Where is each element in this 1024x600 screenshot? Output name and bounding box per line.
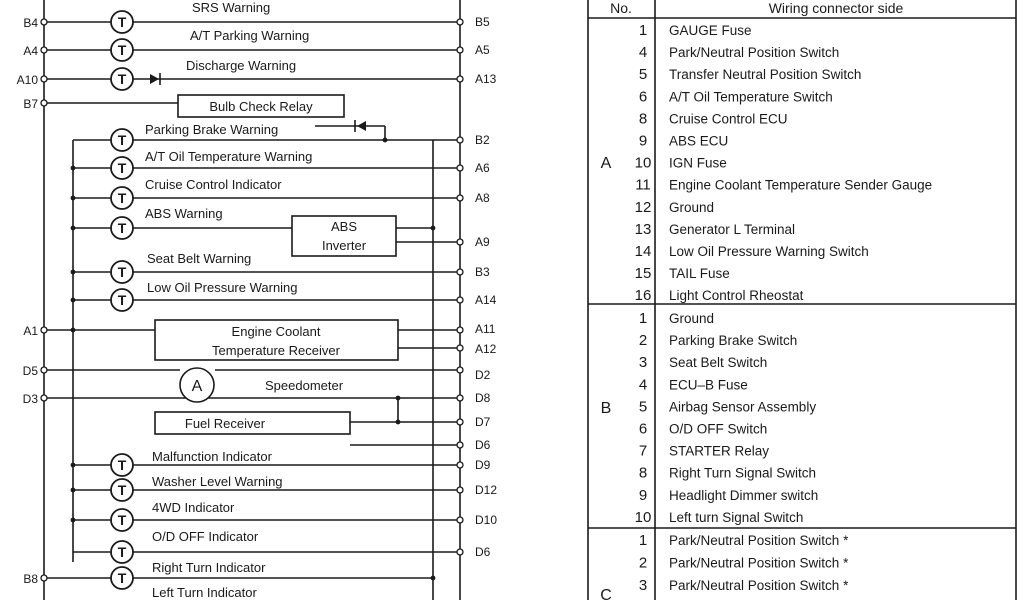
label-at-oil-temp-warning: A/T Oil Temperature Warning [145,149,313,164]
row-description: Park/Neutral Position Switch * [669,578,849,593]
pin-label: D10 [475,513,498,527]
row-number: 6 [638,420,648,438]
pin-label: A10 [16,73,38,87]
pin-label: A5 [475,43,490,57]
svg-text:T: T [117,570,127,586]
row-description: Ground [669,199,715,215]
pin-label: B3 [475,265,490,279]
label-seat-belt-warning: Seat Belt Warning [147,251,252,266]
label-malfunction: Malfunction Indicator [152,449,272,464]
row-description: Park/Neutral Position Switch [669,45,840,61]
row-number: 11 [635,176,651,194]
row-number: 4 [638,44,648,62]
row-number: 9 [638,132,648,150]
lamp-icon [111,129,133,151]
row-number: 1 [638,532,648,549]
label-parking-brake-warning: Parking Brake Warning [145,122,279,137]
row-description: Transfer Neutral Position Switch [669,67,862,83]
row-number: 14 [634,243,652,260]
row-description: Seat Belt Switch [669,355,768,371]
pin-label: D12 [475,483,498,497]
svg-text:T: T [117,14,127,30]
pin-label: A11 [475,322,496,336]
label-washer-level: Washer Level Warning [152,474,283,489]
label-abs-inverter-1: ABS [330,219,358,234]
row-number: 16 [634,287,652,305]
label-discharge-warning: Discharge Warning [186,58,297,73]
row-number: 13 [634,220,652,238]
label-od-off: O/D OFF Indicator [152,529,259,544]
label-cruise-control: Cruise Control Indicator [145,177,282,192]
row-description: O/D OFF Switch [669,421,768,437]
wiring-diagram [17,0,498,600]
label-srs-warning: SRS Warning [192,0,271,15]
row-number: 8 [638,464,648,482]
row-description: Engine Coolant Temperature Sender Gauge [669,177,933,193]
label-low-oil-pressure: Low Oil Pressure Warning [147,280,298,295]
svg-text:T: T [117,264,127,280]
label-left-turn: Left Turn Indicator [152,585,257,600]
label-coolant-1: Engine Coolant [231,324,321,339]
row-description: STARTER Relay [669,443,770,459]
lamp-icon [111,261,133,283]
lamp-icon [111,187,133,209]
pin-label: A14 [475,293,497,307]
row-number: 15 [634,265,652,283]
row-description: IGN Fuse [669,155,727,171]
row-description: Low Oil Pressure Warning Switch [669,244,869,259]
right-pins [457,15,497,559]
row-number: 8 [638,110,648,128]
svg-text:T: T [117,512,127,528]
lamp-icon [111,68,133,90]
svg-text:T: T [117,482,127,498]
table-rows [635,22,933,594]
lamp-symbols [111,11,133,589]
label-abs-inverter-2: Inverter [321,238,367,253]
lamp-icon [111,157,133,179]
pin-label: A8 [475,191,490,205]
pin-label: A9 [475,235,490,249]
pin-label: D5 [22,364,38,378]
svg-text:T: T [117,71,127,87]
row-number: 9 [638,486,648,504]
pin-label: B2 [475,133,490,147]
row-number: 4 [638,376,648,394]
row-description: GAUGE Fuse [669,23,752,38]
row-description: Left turn Signal Switch [669,509,804,525]
table-header-side: Wiring connector side [768,0,904,16]
lamp-icon [111,217,133,239]
lamp-icon [111,11,133,33]
pin-label: D8 [475,391,491,405]
speedometer-gauge-icon [180,368,214,402]
diode-icon [150,73,160,85]
svg-text:A: A [191,378,203,395]
row-description: Parking Brake Switch [669,333,798,349]
row-number: 12 [634,198,652,216]
row-description: Generator L Terminal [669,221,796,237]
row-description: Airbag Sensor Assembly [669,399,817,415]
lamp-icon [111,509,133,531]
label-abs-warning: ABS Warning [145,206,223,221]
pin-label: B7 [23,97,38,111]
row-number: 7 [638,442,648,460]
pin-label: B8 [23,572,38,586]
row-number: 2 [638,332,648,350]
row-number: 10 [634,508,652,526]
pin-label: D6 [475,438,491,452]
group-letter-c: C [600,587,612,600]
svg-text:T: T [117,160,127,176]
row-description: Light Control Rheostat [669,288,804,304]
row-number: 1 [638,22,648,39]
row-number: 10 [634,154,652,172]
pin-label: A1 [23,324,38,338]
svg-text:T: T [117,190,127,206]
row-description: A/T Oil Temperature Switch [669,89,833,105]
svg-text:T: T [117,544,127,560]
row-description: Park/Neutral Position Switch * [669,555,849,571]
row-description: ABS ECU [669,133,729,149]
pin-label: A4 [23,44,38,58]
pin-label: D2 [475,368,491,382]
row-number: 5 [638,398,648,416]
pin-label: D6 [475,545,491,559]
table-header-no: No. [610,0,632,16]
lamp-icon [111,479,133,501]
row-number: 2 [638,554,648,572]
label-right-turn: Right Turn Indicator [152,560,266,575]
lamp-icon [111,567,133,589]
row-description: Ground [669,311,715,326]
label-coolant-2: Temperature Receiver [212,343,340,358]
group-letter-a: A [600,155,612,172]
row-number: 3 [638,354,648,372]
pin-label: A6 [475,161,490,175]
svg-text:T: T [117,457,127,473]
svg-text:T: T [117,42,127,58]
svg-text:T: T [117,220,127,236]
label-fuel-receiver: Fuel Receiver [184,416,266,431]
pin-label: D9 [475,458,491,472]
row-number: 5 [638,66,648,84]
row-description: Right Turn Signal Switch [669,465,817,481]
lamp-icon [111,541,133,563]
pin-label: A13 [475,72,497,86]
label-speedometer: Speedometer [265,378,344,393]
row-number: 6 [638,88,648,106]
lamp-icon [111,289,133,311]
svg-text:T: T [117,132,127,148]
pin-label: D7 [475,415,491,429]
row-description: Cruise Control ECU [669,111,788,127]
row-description: TAIL Fuse [669,266,730,282]
label-4wd: 4WD Indicator [152,500,235,515]
pin-label: A12 [475,342,497,356]
label-at-parking-warning: A/T Parking Warning [190,28,310,43]
label-bulb-check-relay: Bulb Check Relay [209,99,313,114]
pin-label: B4 [23,16,38,30]
connector-table [588,0,1016,600]
row-number: 1 [638,310,648,327]
row-description: ECU–B Fuse [669,377,748,393]
lamp-icon [111,39,133,61]
row-description: Park/Neutral Position Switch * [669,533,849,548]
pin-label: B5 [475,15,490,29]
row-description: Headlight Dimmer switch [669,487,819,503]
left-pins [17,16,47,586]
lamp-icon [111,454,133,476]
pin-label: D3 [22,392,38,406]
row-number: 3 [638,577,648,594]
group-letter-b: B [600,400,612,417]
svg-text:T: T [117,292,127,308]
